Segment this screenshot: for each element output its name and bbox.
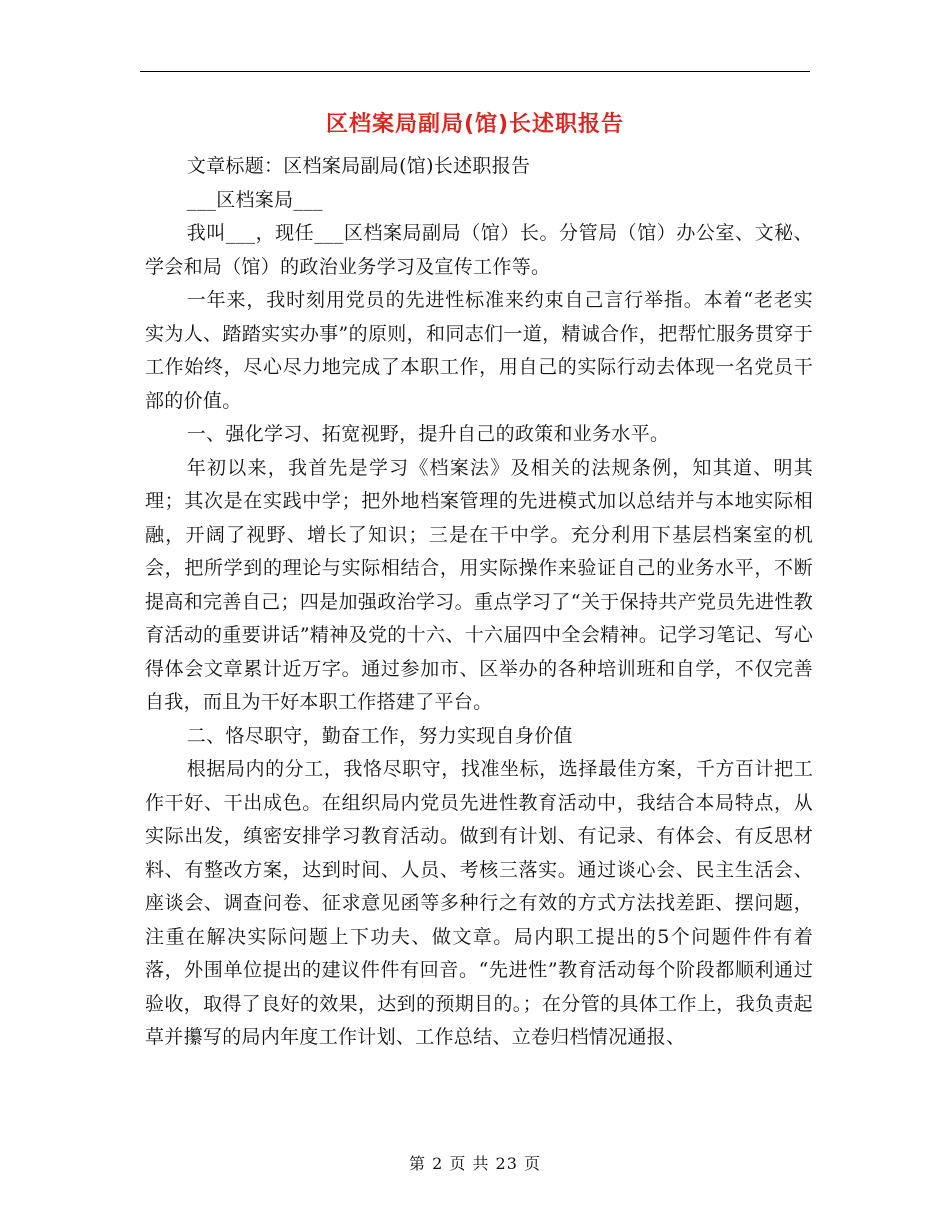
- paragraph-study: 年初以来，我首先是学习《档案法》及相关的法规条例，知其道、明其理；其次是在实践中学；把外地档案管理的先进模式加以总结并与本地实际相融，开阔了视野、增长了知识；三是在干中学。充分利用下基层档案室的机会，把所学到的理论与实际相结合，用实际操作来验证自己的业务水平，不断提高和完善自己；四是加强政治学习。重点学习了“关于保持共产党员先进性教育活动的重要讲话”精神及党的十六、十六届四中全会精神。记学习笔记、写心得体会文章累计近万字。通过参加市、区举办的各种培训班和自学，不仅完善自我，而且为干好本职工作搭建了平台。: [145, 456, 813, 713]
- paragraph-intro: 我叫___，现任___区档案局副局（馆）长。分管局（馆）办公室、文秘、学会和局（馆）的政治业务学习及宣传工作等。: [145, 222, 813, 278]
- paragraph-overview: 一年来，我时刻用党员的先进性标准来约束自己言行举指。本着“老老实实为人、踏踏实实办事”的原则，和同志们一道，精诚合作，把帮忙服务贯穿于工作始终，尽心尽力地完成了本职工作，用自己的实际行动去体现一名党员干部的价值。: [145, 289, 813, 412]
- page-number: 第 2 页 共 23 页: [409, 1154, 541, 1173]
- section-heading-1: 一、强化学习、拓宽视野，提升自己的政策和业务水平。: [186, 423, 670, 445]
- header-rule: [140, 71, 810, 72]
- paragraph-organization: ___区档案局___: [186, 188, 323, 211]
- document-body: [145, 150, 813, 1055]
- document-title: 区档案局副局(馆)长述职报告: [325, 112, 625, 137]
- section-heading-2: 二、恪尽职守，勤奋工作，努力实现自身价值: [186, 724, 573, 747]
- paragraph-article-title: 文章标题：区档案局副局(馆)长述职报告: [186, 155, 531, 177]
- paragraph-duties: 根据局内的分工，我恪尽职守，找准坐标，选择最佳方案，千方百计把工作干好、干出成色。在组织局内党员先进性教育活动中，我结合本局特点，从实际出发，缜密安排学习教育活动。做到有计划、有记录、有体会、有反思材料、有整改方案，达到时间、人员、考核三落实。通过谈心会、民主生活会、座谈会、调查问卷、征求意见函等多种行之有效的方式方法找差距、摆问题，注重在解决实际问题上下功夫、做文章。局内职工提出的5个问题件件有着落，外围单位提出的建议件件有回音。“先进性”教育活动每个阶段都顺利通过验收，取得了良好的效果，达到的预期目的。；在分管的具体工作上，我负责起草并攥写的局内年度工作计划、工作总结、立卷归档情况通报、: [145, 758, 813, 1048]
